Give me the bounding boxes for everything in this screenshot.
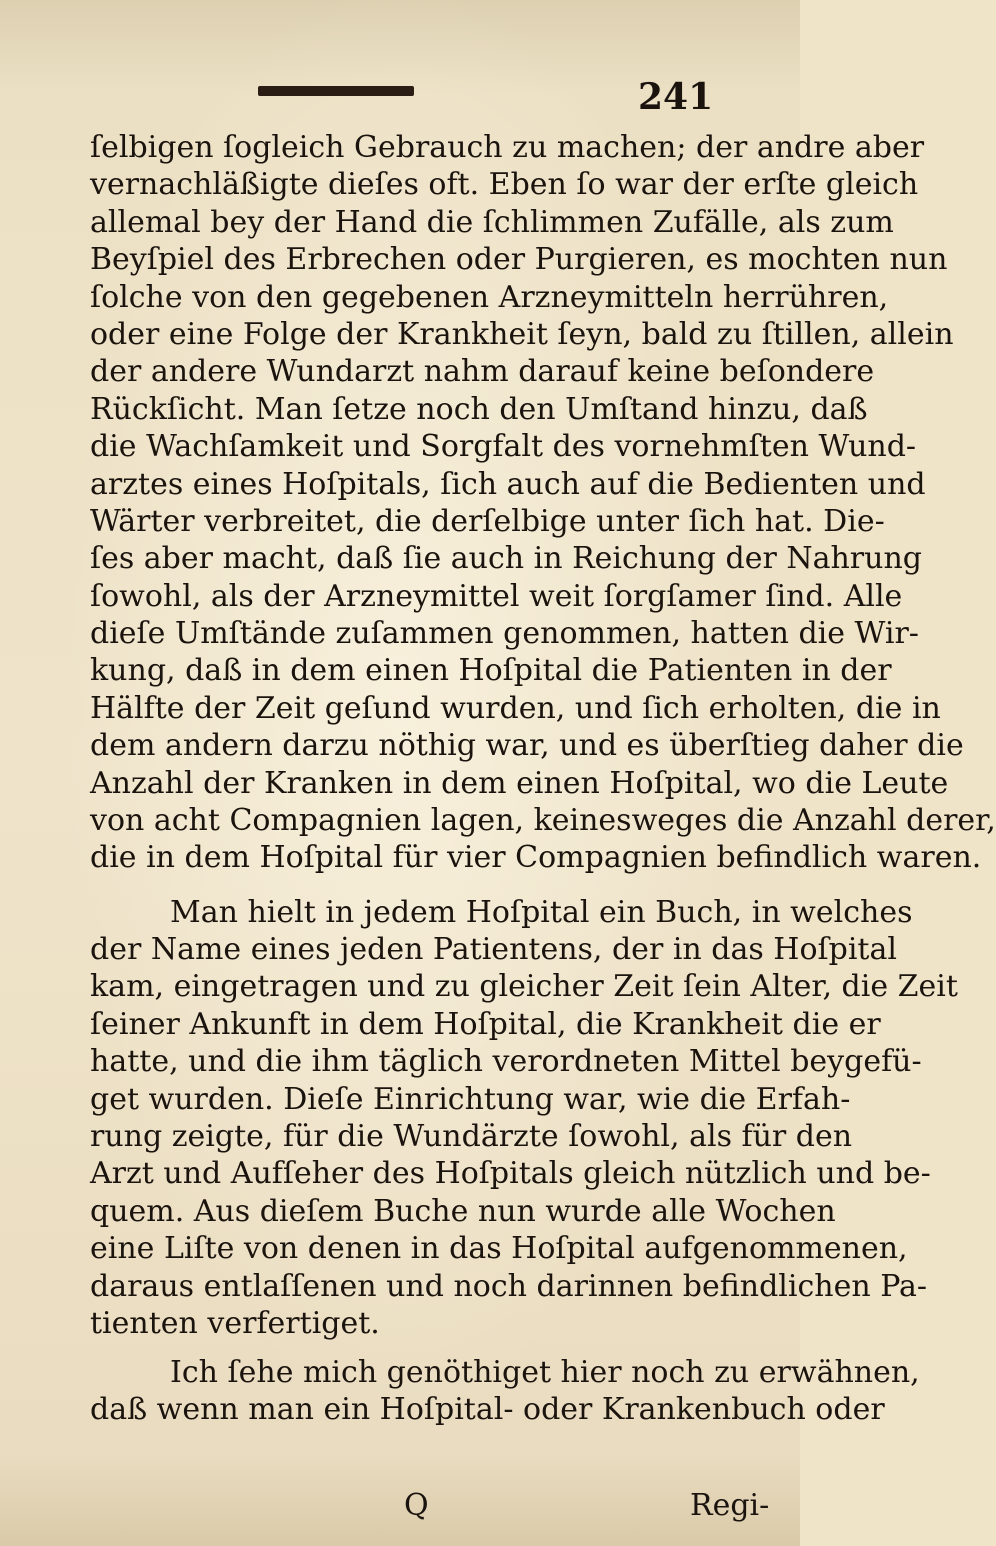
text-line: der andere Wundarzt nahm darauf keine beſondere xyxy=(90,354,875,389)
catchword: Regi- xyxy=(690,1488,770,1523)
text-line: dieſe Umſtände zuſammen genommen, hatten die Wir- xyxy=(90,616,919,651)
text-line: arztes eines Hoſpitals, ſich auch auf die Bedienten und xyxy=(90,467,926,502)
text-line: kung, daß in dem einen Hoſpital die Patienten in der xyxy=(90,653,892,688)
text-line: ſeiner Ankunft in dem Hoſpital, die Krankheit die er xyxy=(90,1007,881,1042)
text-line: die Wachſamkeit und Sorgfalt des vornehmſten Wund- xyxy=(90,429,917,464)
text-line: eine Liſte von denen in das Hoſpital aufgenommenen, xyxy=(90,1231,908,1266)
text-line: kam, eingetragen und zu gleicher Zeit ſein Alter, die Zeit xyxy=(90,969,958,1004)
text-line: dem andern darzu nöthig war, und es überſtieg daher die xyxy=(90,728,964,763)
text-line: Wärter verbreitet, die derſelbige unter ſich hat. Die- xyxy=(90,504,885,539)
text-line: tienten verfertiget. xyxy=(90,1306,380,1341)
text-line: ſelbigen ſogleich Gebrauch zu machen; der andre aber xyxy=(90,130,925,165)
text-line: ſolche von den gegebenen Arzneymitteln herrühren, xyxy=(90,280,889,315)
text-line: ſes aber macht, daß ſie auch in Reichung der Nahrung xyxy=(90,541,922,576)
text-line: rung zeigte, für die Wundärzte ſowohl, als für den xyxy=(90,1119,853,1154)
text-line: daraus entlaſſenen und noch darinnen befindlichen Pa- xyxy=(90,1269,928,1304)
text-line: Rückſicht. Man ſetze noch den Umſtand hinzu, daß xyxy=(90,392,868,427)
page-number: 241 xyxy=(638,76,714,118)
text-line: von acht Compagnien lagen, keinesweges die Anzahl derer, xyxy=(90,803,996,838)
text-line: Arzt und Aufſeher des Hoſpitals gleich nützlich und be- xyxy=(90,1156,931,1191)
text-line: Anzahl der Kranken in dem einen Hoſpital, wo die Leute xyxy=(90,766,949,801)
text-line: allemal bey der Hand die ſchlimmen Zufälle, als zum xyxy=(90,205,894,240)
text-line: der Name eines jeden Patientens, der in das Hoſpital xyxy=(90,932,897,967)
text-line: Beyſpiel des Erbrechen oder Purgieren, es mochten nun xyxy=(90,242,948,277)
text-line: vernachläßigte dieſes oft. Eben ſo war der erſte gleich xyxy=(90,167,919,202)
text-line: ſowohl, als der Arzneymittel weit ſorgſamer ſind. Alle xyxy=(90,579,903,614)
text-line: hatte, und die ihm täglich verordneten Mittel beygefü- xyxy=(90,1044,922,1079)
text-line: quem. Aus dieſem Buche nun wurde alle Wochen xyxy=(90,1194,836,1229)
signature-mark: Q xyxy=(404,1488,429,1523)
text-line: Man hielt in jedem Hoſpital ein Buch, in welches xyxy=(170,895,913,930)
text-line: daß wenn man ein Hoſpital- oder Krankenbuch oder xyxy=(90,1392,885,1427)
text-line: oder eine Folge der Krankheit ſeyn, bald zu ſtillen, allein xyxy=(90,317,954,352)
text-line: die in dem Hoſpital für vier Compagnien befindlich waren. xyxy=(90,840,982,875)
text-line: Hälfte der Zeit geſund wurden, und ſich erholten, die in xyxy=(90,691,941,726)
text-line: Ich ſehe mich genöthiget hier noch zu erwähnen, xyxy=(170,1355,920,1390)
text-line: get wurden. Dieſe Einrichtung war, wie die Erfah- xyxy=(90,1082,851,1117)
